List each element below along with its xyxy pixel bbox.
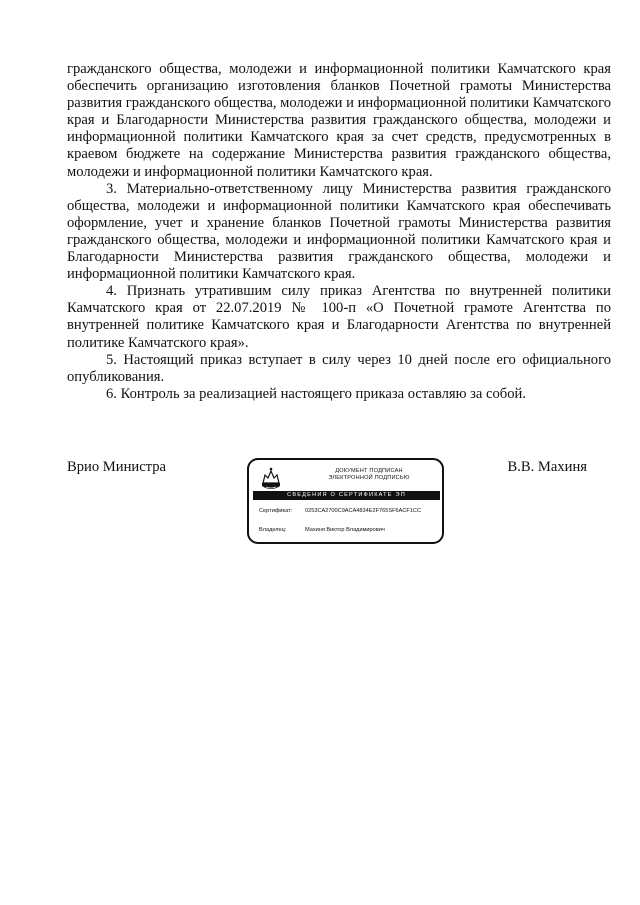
stamp-certificate-row (259, 508, 421, 515)
owner-label: Владелец: (259, 527, 287, 533)
stamp-owner-row (259, 527, 385, 534)
paragraph-5: 5. Настоящий приказ вступает в силу через 10 дней после его официального опубликования. (67, 351, 611, 385)
certificate-label: Сертификат: (259, 508, 293, 514)
electronic-signature-stamp (247, 458, 444, 544)
signatory-name: В.В. Махиня (507, 459, 587, 475)
paragraph-6: 6. Контроль за реализацией настоящего приказа оставляю за собой. (106, 385, 526, 402)
stamp-title (309, 468, 429, 482)
coat-of-arms-icon (260, 466, 282, 492)
certificate-value: 0253CA2700C9ACA4834E2F765SF6ACF1CC (305, 508, 421, 514)
stamp-title-line-2: ЭЛЕКТРОННОЙ ПОДПИСЬЮ (328, 475, 410, 481)
paragraph-3: 3. Материально-ответственному лицу Министерства развития гражданского общества, молодежи и информационной политики Камчатского края обеспечивать оформление, учет и хранение бланков Почетной грамоты Министерства развития гражданского общества, молодежи и информационной политики Камчатского края и Благодарности Министерства развития гражданского общества, молодежи и информационной политики Камчатского края. (67, 180, 611, 283)
stamp-title-line-1: ДОКУМЕНТ ПОДПИСАН (335, 468, 403, 474)
document-body (67, 61, 611, 403)
paragraph-2-continuation: гражданского общества, молодежи и информационной политики Камчатского края обеспечить организацию изготовления бланков Почетной грамоты Министерства развития гражданского общества, молодежи и информационной политики Камчатского края и Благодарности Министерства развития гражданского общества, молодежи и информационной политики Камчатского края за счет средств, предусмотренных в краевом бюджете на содержание Министерства развития гражданского общества, молодежи и информационной политики Камчатского края. (67, 61, 611, 180)
stamp-certificate-header: СВЕДЕНИЯ О СЕРТИФИКАТЕ ЭП (253, 491, 440, 500)
signatory-position: Врио Министра (67, 459, 166, 475)
paragraph-4: 4. Признать утратившим силу приказ Агентства по внутренней политики Камчатского края от 22.07.2019 № 100-п «О Почетной грамоте Агентства по внутренней политике Камчатского края и Благодарности Агентства по внутренней политике Камчатского края». (67, 283, 611, 351)
owner-value: Махиня Виктор Владимирович (305, 527, 385, 533)
